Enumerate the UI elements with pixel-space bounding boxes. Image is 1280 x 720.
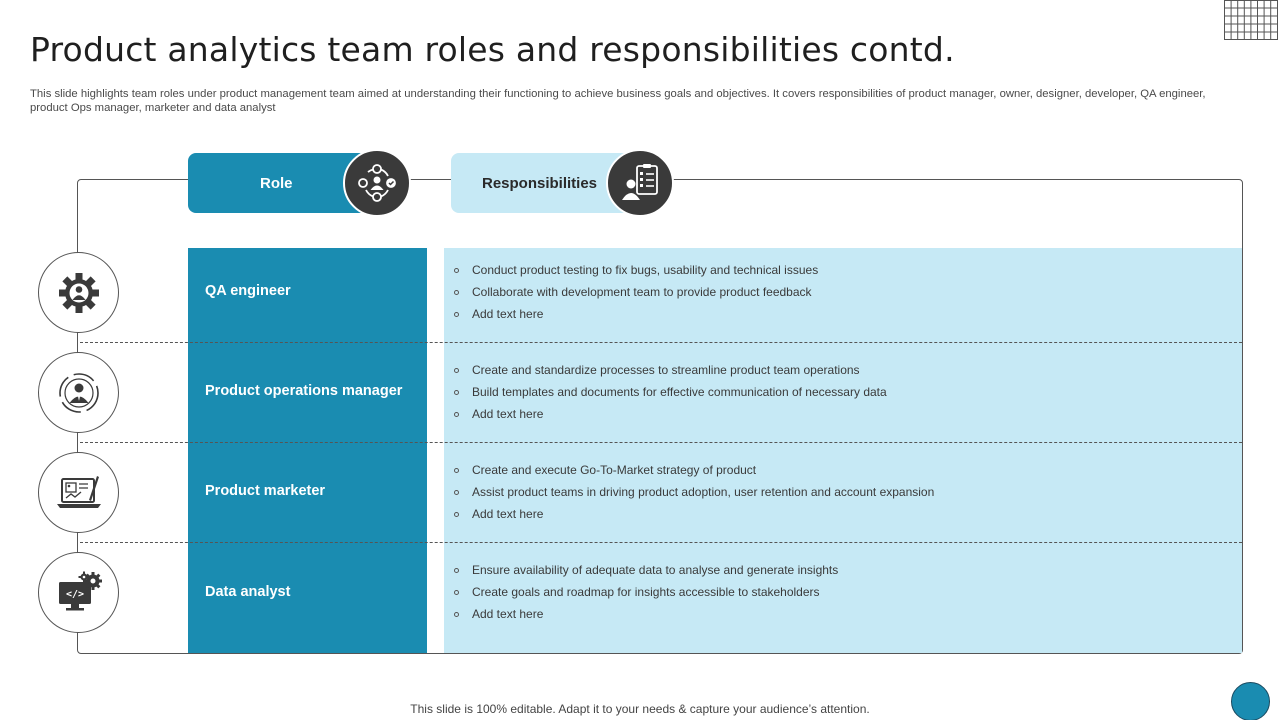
list-item — [453, 381, 887, 403]
bullet-dot-icon — [454, 590, 459, 595]
code-monitor-gear-icon — [38, 552, 119, 633]
row-divider — [80, 342, 1242, 343]
bullet-dot-icon — [454, 412, 459, 417]
bullet-text: Ensure availability of adequate data to analyse and generate insights — [472, 563, 839, 577]
bullet-text: Collaborate with development team to provide product feedback — [472, 285, 812, 299]
list-item — [453, 503, 934, 525]
list-item — [453, 281, 818, 303]
role-header-label: Role — [260, 174, 293, 192]
bullet-dot-icon — [454, 312, 459, 317]
laptop-marketing-icon — [38, 452, 119, 533]
list-item — [453, 259, 818, 281]
bullet-text: Create goals and roadmap for insights accessible to stakeholders — [472, 585, 820, 599]
bullet-text: Add text here — [472, 507, 544, 521]
grid-icon — [1224, 0, 1278, 40]
responsibilities-header-label: Responsibilities — [482, 174, 598, 192]
bullet-text: Assist product teams in driving product adoption, user retention and account expansion — [472, 485, 935, 499]
svg-text:</>: </> — [65, 588, 84, 600]
manager-avatar-icon — [38, 352, 119, 433]
role-label: Product marketer — [205, 483, 326, 499]
bullet-dot-icon — [454, 568, 459, 573]
role-label: Product operations manager — [205, 383, 403, 399]
bullet-dot-icon — [454, 268, 459, 273]
bullet-dot-icon — [454, 612, 459, 617]
list-item — [453, 559, 838, 581]
bullet-dot-icon — [454, 468, 459, 473]
list-item — [453, 603, 838, 625]
role-label: QA engineer — [205, 283, 291, 299]
list-item — [453, 403, 887, 425]
bullet-text: Create and execute Go-To-Market strategy of product — [472, 463, 757, 477]
role-label: Data analyst — [205, 584, 291, 600]
bullet-list — [453, 459, 934, 525]
slide-footer: This slide is 100% editable. Adapt it to your needs & capture your audience’s attention. — [410, 702, 870, 716]
bullet-text: Add text here — [472, 607, 544, 621]
bullet-dot-icon — [454, 368, 459, 373]
bullet-dot-icon — [454, 512, 459, 517]
bullet-dot-icon — [454, 390, 459, 395]
bullet-text: Conduct product testing to fix bugs, usability and technical issues — [472, 263, 819, 277]
list-item — [453, 359, 887, 381]
bullet-list — [453, 559, 838, 625]
bullet-text: Build templates and documents for effective communication of necessary data — [472, 385, 887, 399]
list-item — [453, 481, 934, 503]
team-network-icon — [343, 149, 411, 217]
bullet-text: Create and standardize processes to streamline product team operations — [472, 363, 860, 377]
slide-subtitle: This slide highlights team roles under product management team aimed at understanding their functioning to achieve business goals and objectives. It covers responsibilities of product manager, owner, designer, developer, QA engineer, product Ops manager, marketer and data analyst — [30, 88, 1206, 114]
list-item — [453, 303, 818, 325]
bullet-text: Add text here — [472, 407, 544, 421]
gear-person-icon — [38, 252, 119, 333]
bullet-list — [453, 359, 887, 425]
list-item — [453, 581, 838, 603]
row-divider — [80, 542, 1242, 543]
checklist-person-icon — [606, 149, 674, 217]
list-item — [453, 459, 934, 481]
bullet-dot-icon — [454, 490, 459, 495]
bullet-dot-icon — [454, 290, 459, 295]
slide-title: Product analytics team roles and responsibilities contd. — [30, 30, 955, 69]
corner-circle — [1231, 682, 1270, 720]
row-divider — [80, 442, 1242, 443]
bullet-list — [453, 259, 818, 325]
bullet-text: Add text here — [472, 307, 544, 321]
